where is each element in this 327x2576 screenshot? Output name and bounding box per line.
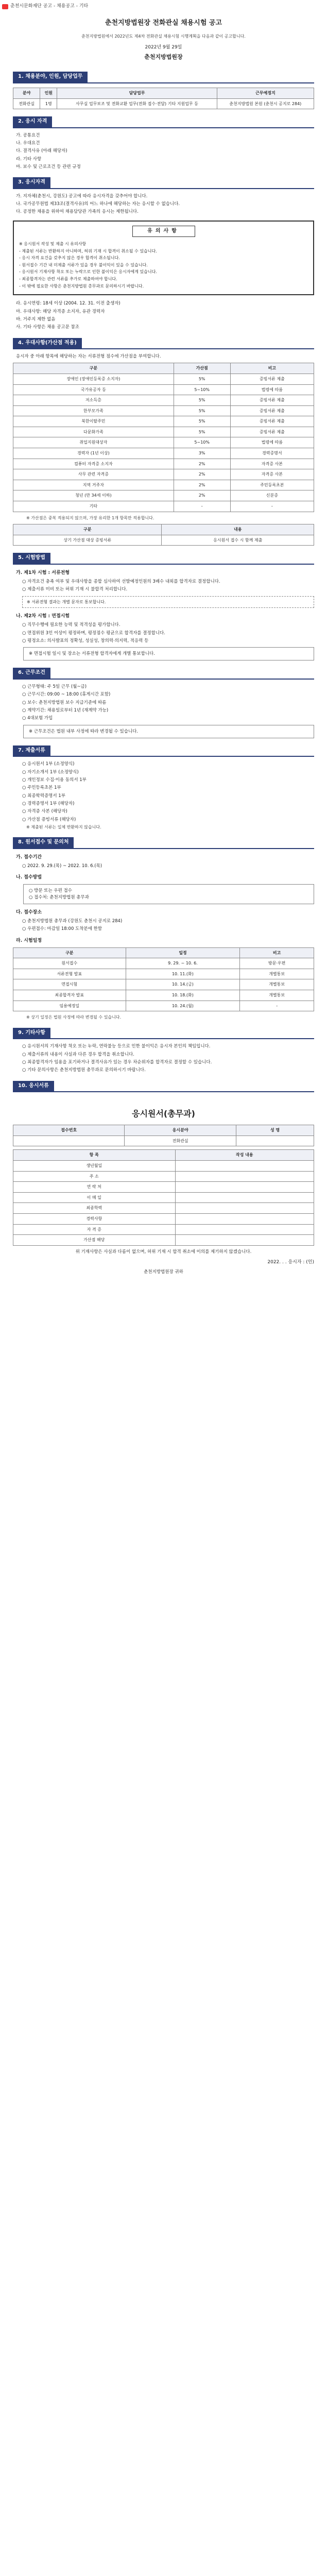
info-box: ※ 면접시험 일시 및 장소는 서류전형 합격자에게 개별 통보합니다.	[23, 647, 314, 660]
cell: 가산점 해당	[13, 1235, 176, 1246]
cell: 국가유공자 등	[13, 384, 174, 395]
cell: 2%	[174, 490, 230, 501]
paragraph: ○ 직무수행에 필요한 능력 및 적격성을 평가합니다.	[22, 622, 121, 628]
subsection-heading: 다. 접수장소	[16, 909, 42, 915]
section-heading: 6. 근무조건	[13, 668, 50, 679]
col-header: 비고	[230, 363, 314, 374]
cell: 9. 29. ~ 10. 6.	[126, 958, 240, 969]
cell: -	[230, 501, 314, 512]
cell: 기타	[13, 501, 174, 512]
cell: 10. 24.(월)	[126, 1001, 240, 1011]
paragraph: ○ 제출서류 미비 또는 허위 기재 시 불합격 처리합니다.	[22, 587, 128, 592]
list-item: ○ 자격증 사본 (해당자)	[22, 809, 67, 815]
table-row	[13, 405, 314, 416]
cell: 개별통보	[240, 969, 314, 979]
cell: 법령에 따름	[230, 384, 314, 395]
notice-item: - 응시 자격 요건을 갖추지 않은 경우 합격이 취소됩니다.	[19, 256, 120, 261]
cell: 10. 18.(화)	[126, 990, 240, 1001]
top-bar	[0, 0, 327, 13]
cell: 북한이탈주민	[13, 416, 174, 427]
paragraph: ○ 면접위원 3인 이상이 평정하며, 평정점수 평균으로 합격자를 결정합니다.	[22, 630, 165, 636]
intro-text: 춘천지방법원에서 2022년도 제4차 전화관실 채용시험 시행계획을 다음과 같이 공고합니다.	[81, 33, 246, 39]
table-row	[13, 480, 314, 490]
signature-line[interactable]: 2022. . . 응시자 : (인)	[267, 1260, 314, 1265]
input-cell[interactable]	[175, 1224, 314, 1235]
section-heading: 8. 원서접수 및 문의처	[13, 837, 74, 848]
table-row	[13, 1214, 314, 1225]
list-item: ○ 근무시간: 09:00 ~ 18:00 (휴게시간 포함)	[22, 692, 111, 698]
cell: 5%	[174, 427, 230, 437]
form-title: 응시원서(총무과)	[132, 1109, 195, 1119]
table-row	[13, 958, 314, 969]
list-item: 라. 응시연령: 18세 이상 (2004. 12. 31. 이전 출생자)	[16, 301, 121, 307]
col-header: 구분	[13, 524, 162, 535]
table-row	[13, 1136, 314, 1146]
input-cell[interactable]	[175, 1171, 314, 1182]
document-body	[13, 15, 314, 1279]
cell: 전화관실	[13, 98, 40, 109]
notice-item: - 이 밖에 필요한 사항은 춘천지방법원 총무과로 문의하시기 바랍니다.	[19, 283, 144, 289]
cell: 5~10%	[174, 437, 230, 448]
table-row	[13, 448, 314, 459]
table-row	[13, 437, 314, 448]
cell: 전화관실	[125, 1136, 236, 1146]
cell: 임용예정일	[13, 1001, 126, 1011]
cell: 자 격 증	[13, 1224, 176, 1235]
table-row	[13, 374, 314, 384]
notice-item: - 원서접수 기간 내 미제출 서류가 있을 경우 불이익이 있을 수 있습니다.	[19, 262, 148, 267]
cell: 춘천지방법원 본원 (춘천시 공지로 284)	[217, 98, 314, 109]
input-cell[interactable]	[175, 1203, 314, 1214]
list-item: 라. 기타 사항	[16, 156, 42, 162]
cell: 자격증 사본	[230, 459, 314, 469]
cell: 10. 14.(금)	[126, 979, 240, 990]
table-note: ※ 가산점은 중복 적용되지 않으며, 가장 유리한 1개 항목만 적용합니다.	[26, 515, 154, 520]
cell: 상기 가산점 대상 증빙서류	[13, 535, 162, 546]
proof-table	[13, 524, 314, 546]
input-cell[interactable]	[175, 1182, 314, 1193]
list-item: ○ 제출서류의 내용이 사실과 다른 경우 합격을 취소합니다.	[22, 1052, 134, 1057]
col-header: 근무예정지	[217, 88, 314, 98]
subsection-heading: 나. 제2차 시험 : 면접시험	[16, 614, 70, 619]
cell: 지역 거주자	[13, 480, 174, 490]
table-row	[13, 969, 314, 979]
list-item: ○ 자기소개서 1부 (소정양식)	[22, 769, 79, 775]
table-row	[13, 98, 314, 109]
table-row	[13, 395, 314, 406]
box-line: ○ 접수처: 춘천지방법원 총무과	[29, 894, 89, 900]
cell: 1명	[40, 98, 57, 109]
cell: 증빙서류 제출	[230, 405, 314, 416]
cell: 5%	[174, 395, 230, 406]
list-item: ○ 계약기간: 채용일로부터 1년 (재계약 가능)	[22, 707, 109, 713]
cell: 주 소	[13, 1171, 176, 1182]
input-cell[interactable]	[175, 1192, 314, 1203]
table-row	[13, 1161, 314, 1172]
col-header: 성 명	[236, 1125, 314, 1136]
cell: 법령에 따름	[230, 437, 314, 448]
list-item: ○ 근무형태: 주 5일 근무 (월~금)	[22, 684, 87, 689]
info-box	[23, 884, 314, 904]
section-8	[13, 837, 314, 849]
section-heading: 5. 시험방법	[13, 553, 50, 564]
section-heading: 4. 우대사항(가산점 적용)	[13, 338, 82, 349]
table-row	[13, 416, 314, 427]
declaration-text: 위 기재사항은 사실과 다름이 없으며, 허위 기재 시 합격 취소에 이의를 제기하지 않겠습니다.	[75, 1249, 252, 1255]
section-heading: 9. 기타사항	[13, 1028, 50, 1039]
section-heading: 10. 응시서류	[13, 1081, 54, 1092]
col-header: 구분	[13, 947, 126, 958]
cell: 저소득층	[13, 395, 174, 406]
input-cell[interactable]	[175, 1161, 314, 1172]
site-logo-icon	[2, 4, 8, 9]
list-item: 다. 공정한 채용을 위하여 채용담당관 가족의 응시는 제한됩니다.	[16, 209, 139, 215]
cell[interactable]	[13, 1136, 125, 1146]
table-row	[13, 1203, 314, 1214]
subsection-heading: 가. 접수기간	[16, 854, 42, 860]
list-item: 나. 우대요건	[16, 140, 40, 146]
cell: 청년 (만 34세 이하)	[13, 490, 174, 501]
section-heading: 2. 응시 자격	[13, 116, 52, 127]
cell: 컴퓨터 자격증 소지자	[13, 459, 174, 469]
notice-item: - 응시원서 기재사항 착오 또는 누락으로 인한 불이익은 응시자에게 있습니다.	[19, 269, 157, 275]
col-header: 가산점	[174, 363, 230, 374]
table-row	[13, 1235, 314, 1246]
list-item: ○ 주민등록초본 1부	[22, 785, 61, 791]
list-item: ○ 4대보험 가입	[22, 716, 53, 721]
recruit-table	[13, 88, 314, 109]
paragraph: ○ 자격요건 충족 여부 및 우대사항을 종합 심사하여 선발예정인원의 3배수 내외를 합격자로 결정합니다.	[22, 579, 220, 584]
cell: 장애인 (장애인등록증 소지자)	[13, 374, 174, 384]
table-row	[13, 990, 314, 1001]
cell: 이 메 일	[13, 1192, 176, 1203]
cell: 2%	[174, 480, 230, 490]
col-header: 분야	[13, 88, 40, 98]
box-line: ○ 방문 또는 우편 접수	[29, 888, 72, 894]
cell: 신분증	[230, 490, 314, 501]
recipient: 춘천지방법원장 귀하	[144, 1269, 183, 1275]
cell: 자격증 사본	[230, 469, 314, 480]
bonus-table	[13, 363, 314, 512]
cell: 원서접수	[13, 958, 126, 969]
section-1	[13, 72, 314, 83]
subsection-heading: 나. 접수방법	[16, 875, 42, 880]
col-header: 담당업무	[57, 88, 217, 98]
paragraph: ○ 평정요소: 의사발표의 정확성, 성실성, 창의력·의지력, 적응력 등	[22, 638, 149, 643]
page-title: 춘천지방법원장 전화관실 채용시험 공고	[105, 19, 222, 27]
list-item: 가. 공통요건	[16, 132, 40, 138]
list-item: 마. 우대사항: 해당 자격증 소지자, 유관 경력자	[16, 309, 105, 314]
cell: 5%	[174, 374, 230, 384]
announce-date: 2022년 9월 29일	[145, 45, 182, 50]
cell: 개별통보	[240, 979, 314, 990]
form-body-table	[13, 1149, 314, 1245]
table-row	[13, 427, 314, 437]
section-2	[13, 116, 314, 128]
schedule-table	[13, 947, 314, 1012]
col-header: 항 목	[13, 1150, 176, 1161]
paragraph: ○ 우편접수: 마감일 18:00 도착분에 한함	[22, 926, 102, 932]
list-item: ○ 기타 문의사항은 춘천지방법원 총무과로 문의하시기 바랍니다.	[22, 1067, 146, 1073]
subsection-heading: 가. 제1차 시험 : 서류전형	[16, 570, 70, 575]
col-header: 작성 내용	[175, 1150, 314, 1161]
list-item: ○ 보수: 춘천지방법원 보수 지급기준에 따름	[22, 700, 107, 705]
table-row	[13, 459, 314, 469]
cell: 증빙서류 제출	[230, 427, 314, 437]
cell: 증빙서류 제출	[230, 374, 314, 384]
cell: 취업지원대상자	[13, 437, 174, 448]
cell[interactable]	[236, 1136, 314, 1146]
cell: 생년월일	[13, 1161, 176, 1172]
table-row	[13, 1192, 314, 1203]
cell: 경력자 (1년 이상)	[13, 448, 174, 459]
cell: 사무 관련 자격증	[13, 469, 174, 480]
cell: 5%	[174, 416, 230, 427]
cell: -	[240, 1001, 314, 1011]
cell: 방문·우편	[240, 958, 314, 969]
subsection-heading: 라. 시험일정	[16, 938, 42, 943]
cell: -	[174, 501, 230, 512]
input-cell[interactable]	[175, 1235, 314, 1246]
list-item: 바. 거주지 제한 없음	[16, 316, 56, 322]
section-heading: 1. 채용분야, 인원, 담당업무	[13, 72, 88, 82]
cell: 최종학력	[13, 1203, 176, 1214]
notice-item: - 최종합격자는 관련 서류를 추가로 제출하여야 합니다.	[19, 277, 117, 282]
notice-box-heading: 유의사항	[132, 226, 195, 238]
table-row	[13, 1171, 314, 1182]
list-item: 가. 지자체(춘천시, 강원도) 공고에 따라 응시자격을 갖추어야 합니다.	[16, 193, 148, 199]
period-text: ○ 2022. 9. 29.(목) ~ 2022. 10. 6.(목)	[22, 863, 102, 869]
cell: 경력사항	[13, 1214, 176, 1225]
cell: 5~10%	[174, 384, 230, 395]
cell: 연 락 처	[13, 1182, 176, 1193]
section-4	[13, 338, 314, 350]
list-item: 마. 보수 및 근로조건 등 관련 규정	[16, 164, 81, 170]
section-3	[13, 177, 314, 189]
section-heading: 7. 제출서류	[13, 745, 50, 756]
cell: 증빙서류 제출	[230, 416, 314, 427]
section-heading: 3. 응시자격	[13, 177, 50, 188]
cell: 5%	[174, 405, 230, 416]
table-row	[13, 1001, 314, 1011]
table-row	[13, 501, 314, 512]
section-intro: 응시자 중 아래 항목에 해당하는 자는 서류전형 점수에 가산점을 부여합니다.	[16, 354, 161, 360]
list-item: 나. 국가공무원법 제33조(결격사유)의 어느 하나에 해당하는 자는 응시할 수 없습니다.	[16, 201, 180, 207]
section-note: ※ 제출된 서류는 일체 반환하지 않습니다.	[26, 824, 101, 829]
list-item: ○ 경력증명서 1부 (해당자)	[22, 801, 75, 806]
col-header: 내용	[162, 524, 314, 535]
cell: 주민등록초본	[230, 480, 314, 490]
cell: 한부모가족	[13, 405, 174, 416]
cell: 최종합격자 발표	[13, 990, 126, 1001]
section-5	[13, 553, 314, 565]
cell: 2%	[174, 459, 230, 469]
notice-box	[13, 221, 314, 296]
list-item: ○ 응시원서 1부 (소정양식)	[22, 761, 75, 767]
list-item: 다. 결격사유 (아래 해당자)	[16, 148, 67, 154]
table-row	[13, 469, 314, 480]
form-header-table	[13, 1125, 314, 1146]
cell: 개별통보	[240, 990, 314, 1001]
cell: 면접시험	[13, 979, 126, 990]
cell: 경력증명서	[230, 448, 314, 459]
paragraph: ○ 춘천지방법원 총무과 (강원도 춘천시 공지로 284)	[22, 919, 123, 924]
list-item: 사. 기타 사항은 채용 공고문 참조	[16, 325, 79, 330]
table-row	[13, 535, 314, 546]
breadcrumb: 춘천시문화재단 공고 - 채용공고 - 기타	[10, 4, 89, 9]
section-7	[13, 745, 314, 757]
table-row	[13, 979, 314, 990]
dash-note: ※ 서류전형 결과는 개별 문자로 통보합니다.	[22, 596, 314, 608]
notice-item: - 제출된 서류는 반환하지 아니하며, 허위 기재 시 합격이 취소될 수 있습니다.	[19, 248, 157, 253]
table-row	[13, 384, 314, 395]
info-box: ※ 근무조건은 법원 내부 사정에 따라 변경될 수 있습니다.	[23, 725, 314, 738]
col-header: 구분	[13, 363, 174, 374]
section-6	[13, 668, 314, 680]
col-header: 일정	[126, 947, 240, 958]
table-row	[13, 490, 314, 501]
section-10	[13, 1081, 314, 1093]
cell: 3%	[174, 448, 230, 459]
cell: 증빙서류 제출	[230, 395, 314, 406]
input-cell[interactable]	[175, 1214, 314, 1225]
list-item: ○ 응시원서의 기재사항 착오 또는 누락, 연락불능 등으로 인한 불이익은 응시자 본인의 책임입니다.	[22, 1044, 211, 1049]
cell: 서류전형 발표	[13, 969, 126, 979]
col-header: 인원	[40, 88, 57, 98]
cell: 10. 11.(화)	[126, 969, 240, 979]
cell: 사무실 업무보조 및 전화교환 업무(전화 접수·전달) 기타 지원업무 등	[57, 98, 217, 109]
table-row	[13, 1182, 314, 1193]
cell: 다문화가족	[13, 427, 174, 437]
section-9	[13, 1028, 314, 1040]
notice-item: ※ 응시원서 작성 및 제출 시 유의사항	[19, 242, 87, 247]
cell: 2%	[174, 469, 230, 480]
announce-signer: 춘천지방법원장	[144, 54, 183, 61]
section-note: ※ 상기 일정은 법원 사정에 따라 변경될 수 있습니다.	[26, 1015, 122, 1020]
list-item: ○ 최종학력증명서 1부	[22, 793, 65, 799]
list-item: ○ 개인정보 수집·이용 동의서 1부	[22, 777, 87, 783]
col-header: 비고	[240, 947, 314, 958]
list-item: ○ 가산점 증빙서류 (해당자)	[22, 817, 76, 822]
col-header: 접수번호	[13, 1125, 125, 1136]
col-header: 응시분야	[125, 1125, 236, 1136]
table-row	[13, 1224, 314, 1235]
list-item: ○ 최종합격자가 임용을 포기하거나 결격사유가 있는 경우 차순위자를 합격자로 결정할 수 있습니다.	[22, 1059, 212, 1065]
cell: 응시원서 접수 시 함께 제출	[162, 535, 314, 546]
